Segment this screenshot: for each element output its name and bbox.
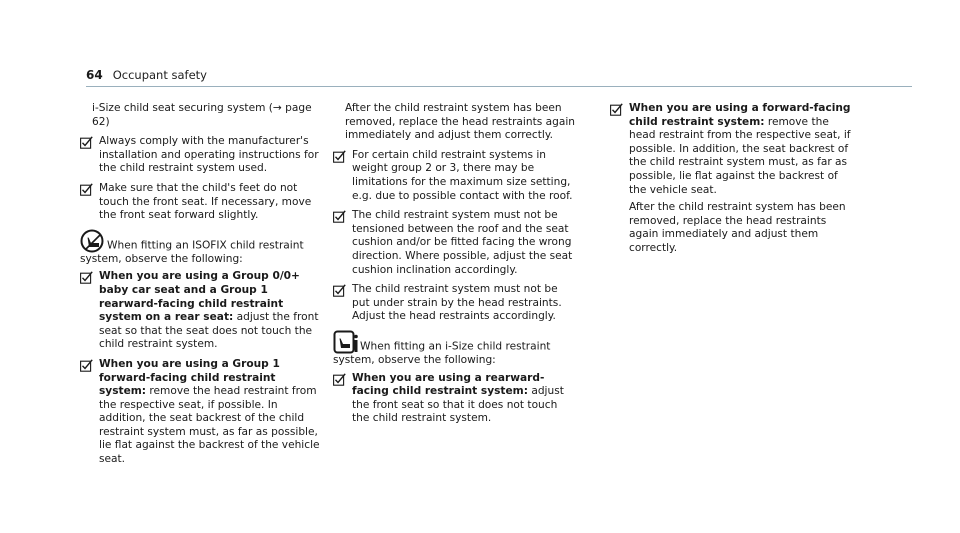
checklist-text (629, 102, 855, 197)
checkbox-icon (333, 373, 346, 386)
checkbox-icon (333, 284, 346, 297)
checklist-item (80, 358, 325, 467)
checklist-text (99, 358, 325, 467)
checkbox-icon (80, 359, 93, 372)
isofix-note (80, 229, 325, 267)
isofix-child-seat-icon (80, 229, 106, 253)
checklist-item (80, 135, 325, 176)
isize-reference: i-Size child seat securing system (→ page 62) (92, 102, 312, 128)
checklist-heading: When you are using a forward-facing child restraint system: (629, 102, 851, 128)
checklist-body: adjust the front seat so that it does not touch the child restraint system. (352, 385, 564, 425)
checklist-heading: When you are using a Group 0/0+ baby car seat and a Group 1 rearward-facing child restraint system on a rear seat: (99, 270, 300, 324)
checklist-item (333, 209, 578, 277)
column-2 (333, 102, 578, 432)
checkbox-icon (80, 183, 93, 196)
checklist-text: The child restraint system must not be tensioned between the roof and the seat cushion and/or be fitted facing the wrong direction. Where possible, adjust the seat cushion inclination accordingly. (352, 209, 573, 276)
isofix-note-text: When fitting an ISOFIX child restraint system, observe the following: (80, 239, 304, 265)
checklist-text: The child restraint system must not be put under strain by the head restraints. Adjust the head restraints accordingly. (352, 283, 562, 323)
checklist-heading: When you are using a rearward-facing child restraint system: (352, 371, 545, 398)
checklist-text: Always comply with the manufacturer's installation and operating instructions for the child restraint system used. (99, 135, 319, 175)
checklist-item (80, 270, 325, 352)
section-title: Occupant safety (112, 68, 207, 82)
checkbox-icon (333, 210, 346, 223)
checklist-item (80, 182, 325, 223)
checkbox-icon (610, 103, 623, 116)
column-1 (80, 102, 325, 473)
column-3 (610, 102, 855, 262)
header-divider (86, 86, 912, 87)
checkbox-icon (333, 150, 346, 163)
checklist-text: Make sure that the child's feet do not touch the front seat. If necessary, move the front seat forward slightly. (99, 181, 312, 222)
checkbox-icon (80, 271, 93, 284)
checklist-item (333, 149, 578, 203)
checklist-text (352, 372, 578, 426)
checklist-item (333, 283, 578, 324)
checklist-item (610, 102, 855, 197)
page-number: 64 (86, 68, 103, 82)
paragraph: After the child restraint system has been removed, replace the head restraints again immediately and adjust them correctly. (345, 102, 575, 142)
isize-note (333, 330, 578, 368)
checklist-item (333, 372, 578, 426)
paragraph: After the child restraint system has been removed, replace the head restraints again immediately and adjust them correctly. (629, 201, 846, 254)
checklist-body: remove the head restraint from the respective seat, if possible. In addition, the seat backrest of the child restraint system must, as far as possible, lie flat against the backrest of the vehicle seat. (629, 115, 851, 196)
isize-note-text: When fitting an i-Size child restraint system, observe the following: (333, 340, 551, 366)
page-header (86, 68, 207, 82)
checklist-text (99, 270, 325, 352)
checklist-body: remove the head restraint from the respective seat, if possible. In addition, the seat backrest of the child restraint system must, as far as possible, lie flat against the backrest of the vehicle seat. (99, 385, 320, 466)
checklist-heading: When you are using a Group 1 forward-facing child restraint system: (99, 357, 280, 398)
checklist-text: For certain child restraint systems in weight group 2 or 3, there may be limitations for the maximum size setting, e.g. due to possible contact with the roof. (352, 148, 573, 202)
checkbox-icon (80, 136, 93, 149)
isize-child-seat-icon (333, 330, 359, 354)
checklist-body: adjust the front seat so that the seat does not touch the child restraint system. (99, 311, 319, 351)
